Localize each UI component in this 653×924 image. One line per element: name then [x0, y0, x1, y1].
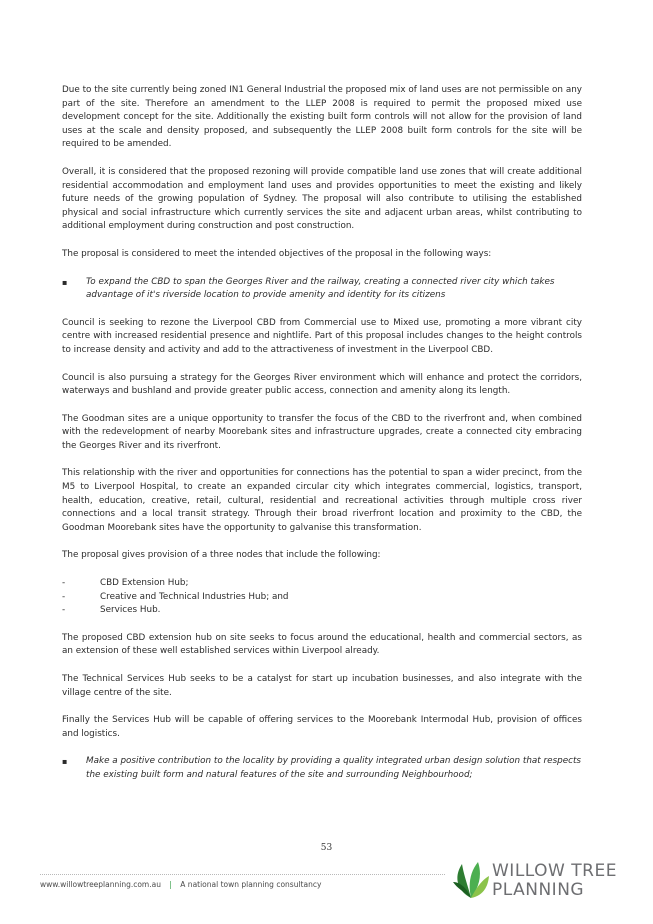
list-item-text: Creative and Technical Industries Hub; and — [100, 591, 289, 602]
bullet-marker: ▪ — [62, 277, 68, 287]
list-item-text: CBD Extension Hub; — [100, 578, 189, 589]
dash-marker: - — [62, 591, 66, 602]
paragraph-goodman-sites: The Goodman sites are a unique opportunity to transfer the focus of the CBD to the riverfront and, when combined with the redevelopment of nearby Moorebank sites and infrastructure upgrades, create a connected city embracing the Georges River and its riverfront. — [62, 413, 582, 451]
footer-separator: | — [169, 880, 172, 889]
list-item — [62, 591, 582, 605]
list-item-text: Services Hub. — [100, 605, 161, 616]
footer-info — [40, 880, 321, 889]
paragraph-objectives-intro: The proposal is considered to meet the intended objectives of the proposal in the following ways: — [62, 248, 492, 259]
paragraph-three-nodes: The proposal gives provision of a three nodes that include the following: — [62, 550, 381, 561]
paragraph-cbd-hub: The proposed CBD extension hub on site seeks to focus around the educational, health and commercial sectors, as an extension of these well established services within Liverpool already. — [62, 632, 582, 657]
paragraph-zoning: Due to the site currently being zoned IN1 General Industrial the proposed mix of land uses are not permissible on any part of the site. Therefore an amendment to the LLEP 2008 is required to permit the proposed mixed use development concept for the site. Additionally the existing built form controls will not allow for the provision of land uses at the scale and density proposed, and subsequently the LLEP 2008 built form controls for the site will be required to be amended. — [62, 85, 582, 150]
paragraph-council-rezone: Council is seeking to rezone the Liverpool CBD from Commercial use to Mixed use, promoting a more vibrant city centre with increased residential presence and nightlife. Part of this proposal includes changes to the height controls to increase density and activity and add to the attractiveness of investment in the Liverpool CBD. — [62, 317, 582, 355]
paragraph-rezoning: Overall, it is considered that the proposed rezoning will provide compatible land use zones that will create additional residential accommodation and employment land uses and provides opportunities to meet the existing and likely future needs of the growing population of Sydney. The proposal will also contribute to utilising the established physical and social infrastructure which currently services the site and adjacent urban areas, whilst contributing to additional employment during construction and post construction. — [62, 166, 582, 232]
nodes-list — [62, 577, 582, 618]
document-body — [62, 84, 582, 797]
paragraph-technical-hub: The Technical Services Hub seeks to be a catalyst for start up incubation businesses, and also integrate with the village centre of the site. — [62, 674, 582, 698]
page-number: 53 — [320, 843, 333, 853]
dash-marker: - — [62, 605, 66, 616]
objective-text: To expand the CBD to span the Georges River and the railway, creating a connected river city which takes advantage of it's riverside location to provide amenity and identity for its citizens — [86, 276, 555, 301]
logo-text-line1: WILLOW TREE — [492, 861, 617, 881]
objective-bullet-2 — [62, 755, 582, 782]
paragraph-georges-river: Council is also pursuing a strategy for the Georges River environment which will enhance and protect the corridors, waterways and bushland and provide greater public access, connection and amenity along its length. — [62, 372, 582, 397]
dash-marker: - — [62, 578, 66, 589]
paragraph-river-relationship: This relationship with the river and opportunities for connections has the potential to span a wider precinct, from the M5 to Liverpool Hospital, to create an expanded circular city which integrates commercial, logistics, transport, health, education, creative, retail, cultural, residential and recreational activities through multiple cross river connections and a local transit strategy. Through their broad riverfront location and proximity to the CBD, the Goodman Moorebank sites have the opportunity to galvanise this transformation. — [62, 468, 582, 533]
bullet-marker: ▪ — [62, 757, 68, 767]
company-logo — [452, 860, 627, 902]
logo-text-line2: PLANNING — [492, 880, 585, 900]
paragraph-services-hub: Finally the Services Hub will be capable of offering services to the Moorebank Intermodal Hub, provision of offices and logistics. — [62, 715, 582, 739]
list-item — [62, 604, 582, 618]
leaf-logo-icon — [452, 860, 490, 900]
footer-divider — [40, 874, 445, 875]
list-item — [62, 577, 582, 591]
objective-bullet-1 — [62, 276, 582, 303]
footer-website-link[interactable]: www.willowtreeplanning.com.au — [40, 880, 161, 889]
objective-text: Make a positive contribution to the locality by providing a quality integrated urban design solution that respects the existing built form and natural features of the site and surrounding Neighbourhood; — [86, 756, 582, 780]
footer-tagline: A national town planning consultancy — [180, 880, 322, 889]
